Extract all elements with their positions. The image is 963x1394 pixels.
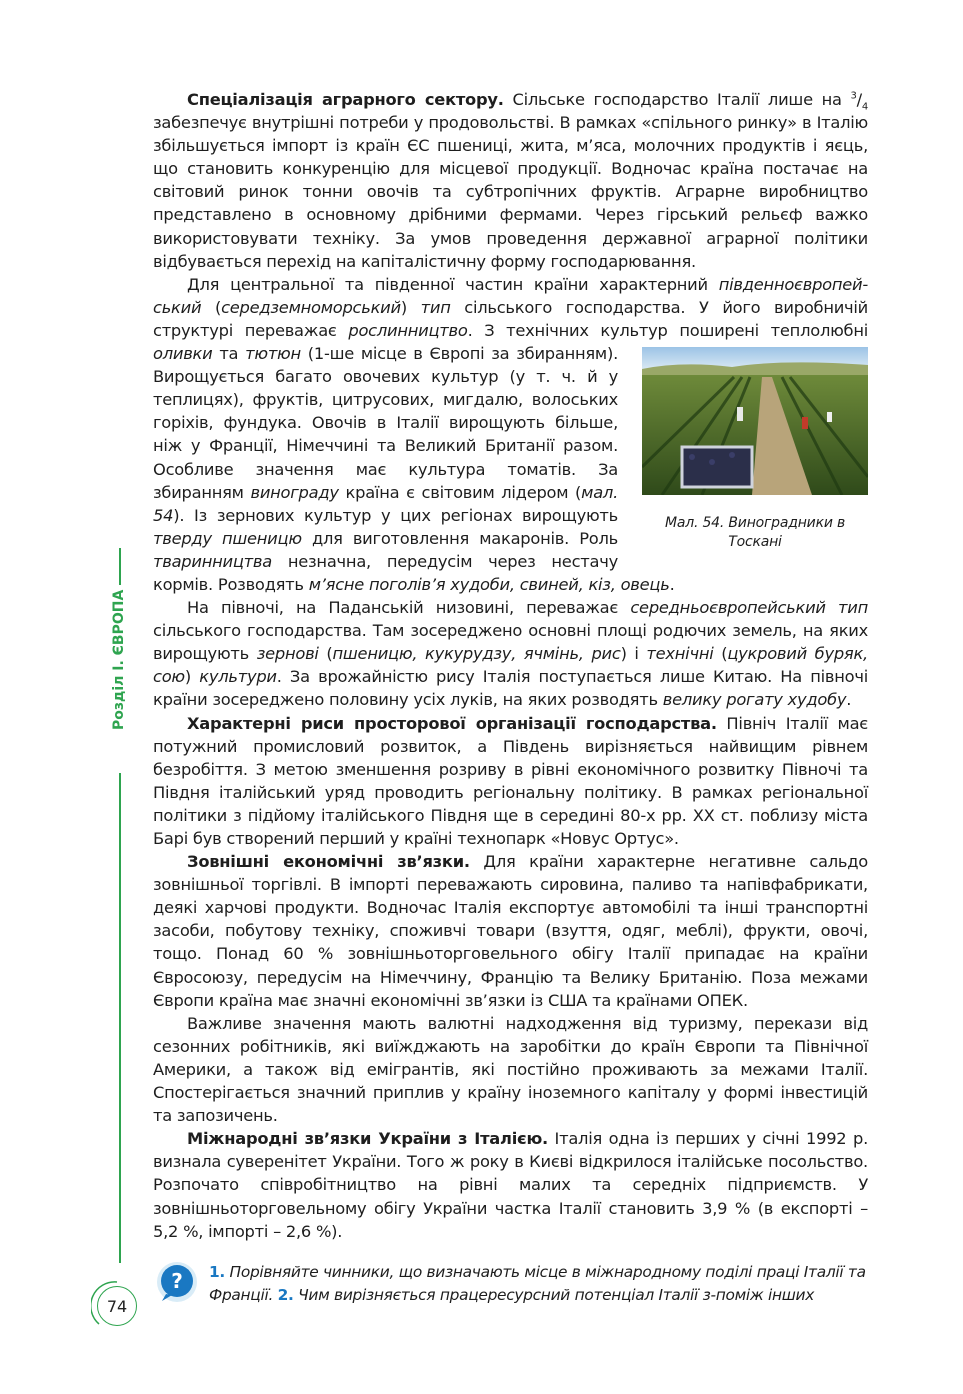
heading-agrarian: Спеціалізація аграрного сектору.: [187, 90, 504, 109]
question-number-1: 1.: [209, 1263, 225, 1281]
question-number-2: 2.: [277, 1286, 294, 1304]
heading-external: Зовнішні економічні зв’язки.: [187, 852, 470, 872]
page-number-badge: [91, 1280, 143, 1332]
heading-ukraine-italy: Міжнародні зв’язки України з Італією.: [187, 1129, 548, 1149]
sidebar-line-top: [119, 548, 121, 585]
paragraph-agrarian: Спеціалізація аграрного сектору. Сільське господарство Італії лише на $^3/_4$ забезпечує внутрішні потреби у продовольстві. В рамках «спільного ринку» в Італію збільшується імпорт із країн ЄС пшениці, жита, м’яса, молочних продуктів і яєць, що становить конкуренцію для місцевої продукції. Водночас країна постачає на світовий ринок тонни овочів та субтропічних фруктів. Аграрне виробництво представлено в основному дрібними фермами. Через гірський рельєф важко використовувати техніку. За умов проведення державної аграрної політики відбувається перехід на капіталістичну форму господарювання.: [153, 90, 869, 271]
heading-spatial: Характерні риси просторової організації господарства.: [187, 713, 717, 733]
figure-54: [642, 347, 868, 552]
section-label: Розділ І. ЄВРОПА: [111, 589, 127, 730]
vineyard-photo: [642, 347, 868, 495]
question-1: Порівняйте чинники, що визначають місце в міжнародному поділі праці Італії та Франції.: [209, 1263, 866, 1304]
question-2: Чим вирізняється працересурсний потенціал Італії з-поміж інших: [293, 1286, 815, 1304]
review-questions: [209, 1261, 869, 1307]
question-bubble-icon: [156, 1261, 198, 1303]
paragraph-north-agriculture: На півночі, на Паданській низовині, переважає середньоєвропейський тип сільського господарства. Там зосереджено основні площі родючих земель, на яких вирощують зернові (пшеницю, кукурудзу, ячмінь, рис) і технічні (цукровий буряк, сою) культури. За врожайністю рису Італія поступається лише Китаю. На півночі країни зосереджено половину усіх луків, на яких розводять велику рогату худобу.: [153, 598, 868, 710]
paragraph-external-relations: Зовнішні економічні зв’язки. Для країни характерне негативне сальдо зовнішньої торгівлі. В імпорті переважають сировина, паливо та напівфабрикати, деякі харчові продукти. Водночас Італія експортує автомобілі та інші транспортні засоби, побутову техніку, споживчі товари (взуття, одяг, меблі), фрукти, овочі, тощо. Понад 60 % зовнішньоторговельного обігу Італії припадає на країни Євросоюзу, передусім на Німеччину, Францію та Велику Британію. Поза межами Європи країна має значні економічні зв’язки із США та країнами ОПЕК.: [153, 852, 868, 1010]
figure-caption: Мал. 54. Виноградники в Тоскані: [664, 515, 846, 551]
paragraph-south-agriculture: Для центральної та південної частин країни характерний південноєвропей-ський (середземноморський) тип сільського господарства. У його виробничій структурі переважає рослинництво. З технічних культур поширені теплолюбні оливки та тютюн Мал. 54. Виноградники в Тоскані (1-ше місце в Європі за збиранням). Вирощується багато овочевих культур (у т. ч. й у теплицях), фруктів, цитрусових, мигдалю, волоських горіхів, фундука. Овочів в Італії вирощують більше, ніж у Франції, Німеччині та Великий Британії разом. Особливе значення має культура томатів. За збиранням винограду країна є світовим лідером (мал. 54). Із зернових культур у цих регіонах вирощують тверду пшеницю для виготовлення макаронів. Роль тваринництва незначна, передусім через нестачу кормів. Розводять м’ясне поголів’я худоби, свиней, кіз, овець.: [153, 274, 869, 594]
sidebar-line-bottom: [119, 773, 121, 1263]
paragraph-currency-income: Важливе значення мають валютні надходження від туризму, перекази від сезонних робітників, які виїжджають на заробітки до країн Європи та Північної Америки, а також від емігрантів, які постійно проживають за межами Італії. Спостерігається значний приплив у країну іноземного капіталу у формі інвестицій та запозичень.: [153, 1013, 868, 1126]
paragraph-ukraine-italy: Міжнародні зв’язки України з Італією. Італія одна із перших у січні 1992 р. визнала суверенітет України. Того ж року в Києві відкрилося італійське посольство. Розпочато співробітництво на рівні малих та середніх підприємств. У зовнішньоторговельному обігу України частка Італії становить 3,9 % (в експорті – 5,2 %, імпорті – 2,6 %).: [153, 1129, 868, 1241]
page-number: 74: [97, 1286, 137, 1326]
paragraph-spatial-organization: Характерні риси просторової організації господарства. Північ Італії має потужний промисловий розвиток, а Південь вирізняється найвищим рівнем безробіття. З метою зменшення розриву в рівні економічного розвитку Півночі та Півдня італійський уряд проводить регіональну політику. В рамках регіональної політики з підйому італійського Півдня ще в середині 80-х рр. XX ст. поблизу міста Барі був створений перший у країні технопарк «Новус Ортус».: [153, 713, 868, 848]
svg-text:?: ?: [171, 1269, 183, 1293]
main-text: [153, 88, 868, 1243]
